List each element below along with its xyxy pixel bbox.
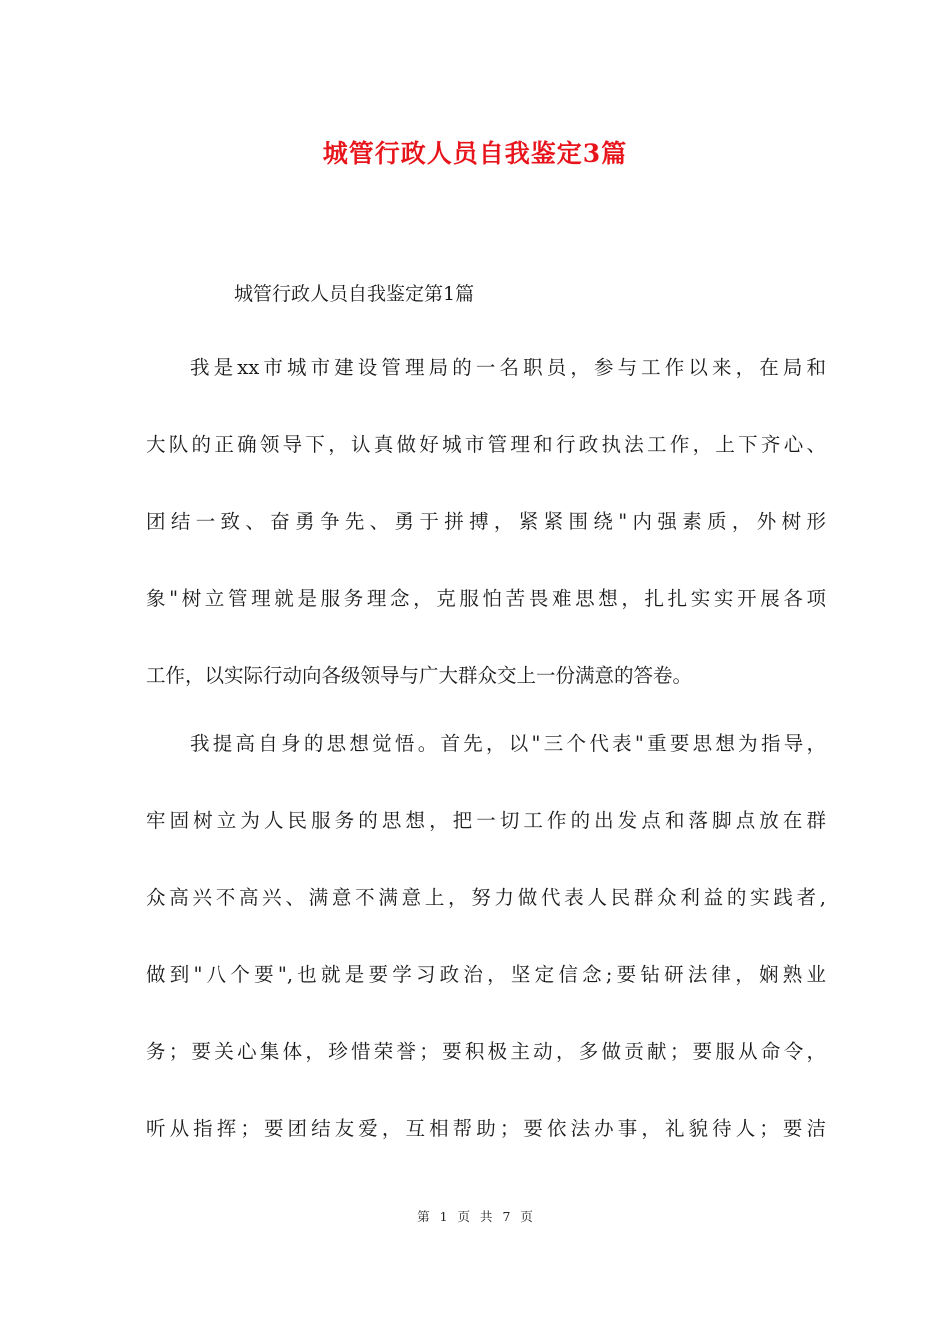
paragraph-line: 象"树立管理就是服务理念，克服怕苦畏难思想，扎扎实实开展各项 (146, 587, 826, 610)
paragraph-1 (146, 354, 826, 739)
document-title: 城管行政人员自我鉴定3篇 (322, 139, 628, 168)
paragraph-line: 我提高自身的思想觉悟。首先，以"三个代表"重要思想为指导， (190, 732, 826, 755)
paragraph-line: 工作，以实际行动向各级领导与广大群众交上一份满意的答卷。 (146, 664, 693, 687)
paragraph-line: 我是xx市城市建设管理局的一名职员，参与工作以来，在局和 (190, 356, 826, 379)
paragraph-line: 众高兴不高兴、满意不满意上，努力做代表人民群众利益的实践者, (146, 886, 826, 909)
section-heading: 城管行政人员自我鉴定第1篇 (234, 283, 475, 305)
paragraph-2 (146, 730, 826, 1192)
paragraph-line: 牢固树立为人民服务的思想，把一切工作的出发点和落脚点放在群 (146, 809, 826, 832)
paragraph-line: 做到"八个要",也就是要学习政治，坚定信念;要钻研法律，娴熟业 (146, 963, 826, 986)
paragraph-line: 务；要关心集体，珍惜荣誉；要积极主动，多做贡献；要服从命令， (146, 1040, 826, 1063)
paragraph-line: 团结一致、奋勇争先、勇于拼搏，紧紧围绕"内强素质，外树形 (146, 510, 826, 533)
paragraph-line: 听从指挥；要团结友爱，互相帮助；要依法办事，礼貌待人；要洁 (146, 1117, 826, 1140)
paragraph-line: 大队的正确领导下，认真做好城市管理和行政执法工作，上下齐心、 (146, 433, 826, 456)
page-footer: 第 1 页 共 7 页 (417, 1209, 533, 1224)
